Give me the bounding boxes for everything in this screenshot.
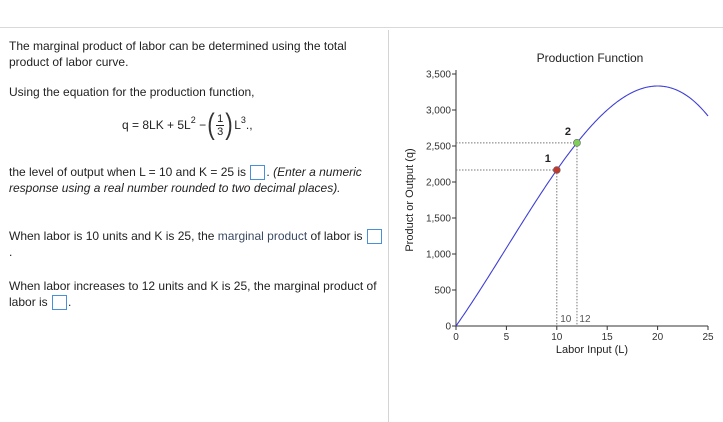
- production-function-chart: [395, 40, 720, 375]
- y-axis-label: Product or Output (q): [404, 148, 416, 252]
- point-label-1: 1: [544, 152, 551, 165]
- close-paren: ): [225, 108, 233, 141]
- equation-suffix: $L^3$.,: [234, 115, 253, 132]
- point-2: [573, 139, 580, 146]
- x-axis-label: Labor Input (L): [555, 344, 629, 356]
- question-mpl-12: When labor increases to 12 units and K is 25, the marginal product of labor is .: [9, 279, 377, 309]
- production-equation: [122, 110, 253, 150]
- top-rule: [0, 27, 723, 28]
- marker-label-10: 10: [560, 314, 572, 325]
- x-tick-label: 5: [503, 332, 510, 343]
- y-tick-label: 3,000: [425, 105, 451, 117]
- y-tick-label: 500: [434, 285, 451, 297]
- panel-divider: [388, 30, 389, 422]
- y-tick-label: 3,500: [425, 69, 451, 81]
- x-tick-label: 15: [601, 332, 613, 343]
- question-mpl-10: When labor is 10 units and K is 25, the marginal product of labor is .: [9, 228, 383, 260]
- chart-title: Production Function: [536, 51, 644, 65]
- y-tick-label: 2,000: [425, 177, 451, 189]
- intro-text: The marginal product of labor can be determined using the total product of labor curve.: [9, 39, 347, 69]
- chart-svg: [395, 40, 720, 370]
- marker-label-12: 12: [579, 314, 591, 325]
- point-1: [553, 166, 560, 173]
- y-tick-label: 2,500: [425, 141, 451, 153]
- mpl-12-answer-input[interactable]: [52, 295, 67, 310]
- equation-prefix: $q = 8LK + 5L^2$ −: [122, 115, 207, 132]
- using-equation-text: Using the equation for the production function,: [9, 85, 255, 99]
- entry-instruction: (Enter a numeric response using a real number rounded to two decimal places).: [9, 165, 362, 195]
- x-tick-label: 10: [551, 332, 563, 343]
- question-output-level: the level of output when L = 10 and K = 25 is . (Enter a numeric response using a real number rounded to two decimal places).: [9, 165, 362, 195]
- open-paren: (: [207, 108, 215, 141]
- point-label-2: 2: [564, 125, 572, 138]
- production-curve: [456, 86, 708, 326]
- x-tick-label: 20: [652, 332, 664, 343]
- x-tick-label: 25: [702, 332, 714, 343]
- mpl-10-answer-input[interactable]: [367, 229, 382, 244]
- marginal-product-link[interactable]: marginal product: [217, 229, 308, 243]
- fraction: $\frac{1}{3}$: [217, 112, 224, 138]
- y-tick-label: 1,000: [425, 249, 451, 261]
- y-tick-label: 1,500: [425, 213, 451, 225]
- y-tick-label: 0: [445, 321, 451, 333]
- output-answer-input[interactable]: [250, 165, 265, 180]
- x-tick-label: 0: [453, 332, 459, 343]
